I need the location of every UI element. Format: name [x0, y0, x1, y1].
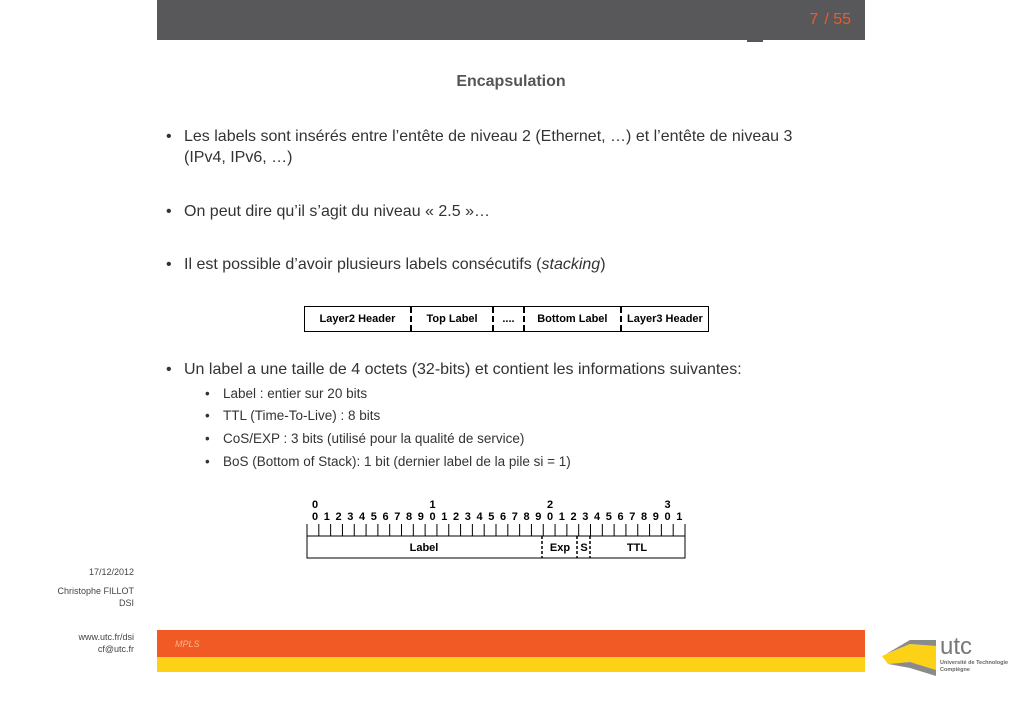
bit-unit-digit: 0: [664, 511, 671, 523]
bullet-text: [184, 254, 824, 275]
utc-logo: [880, 628, 1015, 678]
field-exp: Exp: [549, 542, 571, 554]
bit-unit-digit: 3: [347, 511, 354, 523]
top-bar: [157, 0, 865, 40]
bit-unit-digit: 4: [593, 511, 601, 523]
sub-bullet-dot: •: [205, 386, 210, 401]
bit-unit-digit: 9: [417, 511, 424, 523]
top-label-cell: Top Label: [410, 307, 492, 331]
logo-subtitle-2: Compiègne: [940, 667, 970, 673]
slide-title: Encapsulation: [456, 73, 566, 90]
bit-unit-digit: 1: [558, 511, 565, 523]
footer-url[interactable]: www.utc.fr/dsi: [78, 632, 134, 642]
bit-unit-digit: 4: [358, 511, 366, 523]
bit-unit-digit: 9: [535, 511, 542, 523]
bullet-dot: •: [166, 128, 172, 145]
bullet-dot: •: [166, 203, 172, 220]
bit-unit-digit: 3: [464, 511, 471, 523]
bit-unit-digit: 7: [394, 511, 401, 523]
footer-author: Christophe FILLOT: [57, 586, 134, 596]
bit-unit-digit: 8: [523, 511, 530, 523]
label-stack-diagram: [304, 306, 709, 332]
bit-unit-digit: 7: [511, 511, 518, 523]
bit-unit-digit: 1: [323, 511, 330, 523]
layer2-header-cell: Layer2 Header: [319, 313, 396, 325]
sub-bullet-text: CoS/EXP : 3 bits (utilisé pour la qualité de service): [223, 431, 525, 446]
bit-unit-digit: 6: [382, 511, 389, 523]
page-current: 7: [809, 11, 819, 28]
bullet-dot: •: [166, 361, 172, 378]
bit-unit-digit: 6: [499, 511, 507, 523]
bit-unit-digit: 3: [582, 511, 589, 523]
bit-unit-digit: 0: [311, 511, 319, 523]
logo-text: utc: [940, 633, 973, 660]
bit-unit-digit: 1: [441, 511, 448, 523]
bullet-text: Les labels sont insérés entre l’entête de niveau 2 (Ethernet, …) et l’entête de niveau 3 (IPv4, IPv6, …): [184, 128, 793, 166]
footer-yellow-bar: [157, 657, 865, 672]
bit-unit-digit: 4: [476, 511, 483, 523]
bullet-text: Un label a une taille de 4 octets (32-bits) et contient les informations suivantes:: [184, 361, 742, 378]
bit-unit-digit: 5: [488, 511, 495, 523]
bit-unit-digit: 5: [370, 511, 377, 523]
bullet-dot: •: [166, 256, 172, 273]
bullet-text-end: ): [600, 256, 606, 273]
footer-red-bar: [157, 630, 865, 657]
sub-bullet-text: TTL (Time-To-Live) : 8 bits: [223, 408, 381, 423]
logo-subtitle-1: Université de Technologie: [940, 660, 1009, 666]
bit-unit-digit: 5: [605, 511, 612, 523]
bottom-label-cell: Bottom Label: [523, 307, 620, 331]
bit-unit-digit: 2: [335, 511, 342, 523]
sub-bullet-text: BoS (Bottom of Stack): 1 bit (dernier label de la pile si = 1): [223, 454, 571, 469]
bit-ticks: [307, 524, 685, 536]
bit-unit-digit: 9: [652, 511, 659, 523]
bullet-text-start: Il est possible d’avoir plusieurs labels consécutifs (: [184, 256, 542, 273]
bit-unit-digit: 8: [405, 511, 413, 523]
footer-topic: MPLS: [175, 639, 200, 649]
bit-tens-row: [312, 499, 671, 511]
bit-unit-digit: 6: [617, 511, 624, 523]
bit-tens-digit: 1: [429, 499, 436, 511]
bullet-text: On peut dire qu’il s’agit du niveau « 2.5 »…: [184, 203, 490, 220]
ellipsis-cell: ....: [492, 307, 523, 331]
field-label: Label: [409, 542, 439, 554]
sub-bullet-text: Label : entier sur 20 bits: [223, 386, 368, 401]
footer-dept: DSI: [118, 598, 134, 608]
sub-bullet-dot: •: [205, 431, 210, 446]
bit-unit-digit: 2: [570, 511, 577, 523]
bit-units-row: [312, 511, 682, 523]
label-bit-diagram: [300, 496, 700, 562]
footer-date: 17/12/2012: [88, 567, 134, 577]
sub-bullet-dot: •: [205, 454, 210, 469]
bit-tens-digit: 3: [664, 499, 671, 511]
sub-bullet-dot: •: [205, 408, 210, 423]
bit-unit-digit: 0: [546, 511, 554, 523]
page-total: / 55: [824, 11, 851, 28]
bar-notch: [747, 39, 763, 42]
field-s: S: [580, 542, 588, 554]
bit-unit-digit: 2: [452, 511, 460, 523]
bit-tens-digit: 0: [311, 499, 319, 511]
layer3-header-cell: Layer3 Header: [620, 307, 708, 331]
bit-unit-digit: 0: [429, 511, 436, 523]
stacking-term: stacking: [541, 256, 601, 273]
field-ttl: TTL: [626, 542, 648, 554]
footer-email[interactable]: cf@utc.fr: [97, 644, 134, 654]
page-number: [809, 11, 853, 29]
bit-unit-digit: 8: [640, 511, 648, 523]
bit-unit-digit: 1: [676, 511, 683, 523]
bit-tens-digit: 2: [546, 499, 554, 511]
bit-unit-digit: 7: [629, 511, 636, 523]
